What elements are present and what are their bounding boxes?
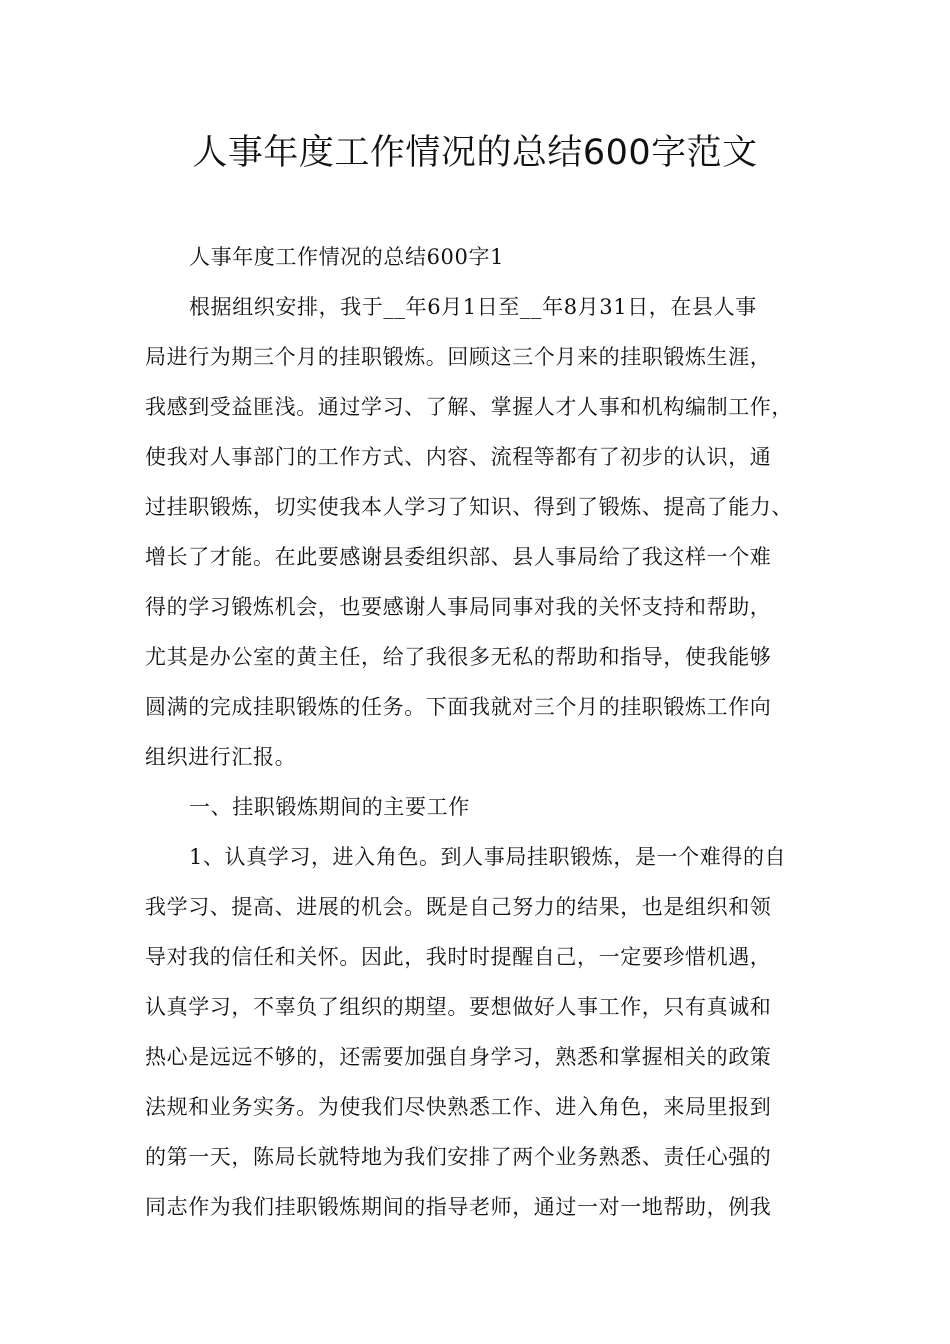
- paragraph-line: 法规和业务实务。为使我们尽快熟悉工作、进入角色，来局里报到: [145, 1095, 772, 1119]
- paragraph-line: 认真学习，不辜负了组织的期望。要想做好人事工作，只有真诚和: [145, 995, 772, 1019]
- paragraph-line: 我学习、提高、进展的机会。既是自己努力的结果，也是组织和领: [145, 895, 772, 919]
- section-heading: 一、挂职锻炼期间的主要工作: [189, 795, 470, 819]
- paragraph-line: 热心是远远不够的，还需要加强自身学习，熟悉和掌握相关的政策: [145, 1045, 772, 1069]
- paragraph-line: 过挂职锻炼，切实使我本人学习了知识、得到了锻炼、提高了能力、: [145, 495, 793, 519]
- paragraph-line: 我感到受益匪浅。通过学习、了解、掌握人才人事和机构编制工作，: [145, 395, 793, 419]
- paragraph-line: 局进行为期三个月的挂职锻炼。回顾这三个月来的挂职锻炼生涯，: [145, 345, 772, 369]
- paragraph-line: 增长了才能。在此要感谢县委组织部、县人事局给了我这样一个难: [145, 545, 772, 569]
- paragraph-line: 根据组织安排，我于__年6月1日至__年8月31日，在县人事: [189, 295, 757, 319]
- paragraph-line: 同志作为我们挂职锻炼期间的指导老师，通过一对一地帮助，例我: [145, 1195, 772, 1219]
- section-heading: 人事年度工作情况的总结600字1: [189, 245, 505, 269]
- paragraph-line: 使我对人事部门的工作方式、内容、流程等都有了初步的认识，通: [145, 445, 772, 469]
- paragraph-line: 得的学习锻炼机会，也要感谢人事局同事对我的关怀支持和帮助，: [145, 595, 772, 619]
- paragraph-line: 1、认真学习，进入角色。到人事局挂职锻炼，是一个难得的自: [189, 845, 787, 869]
- paragraph-line: 的第一天，陈局长就特地为我们安排了两个业务熟悉、责任心强的: [145, 1145, 772, 1169]
- paragraph-line: 导对我的信任和关怀。因此，我时时提醒自己，一定要珍惜机遇，: [145, 945, 772, 969]
- paragraph-line: 组织进行汇报。: [145, 745, 297, 769]
- document-body: [145, 232, 845, 1232]
- document-title: 人事年度工作情况的总结600字范文: [192, 133, 758, 173]
- paragraph-line: 尤其是办公室的黄主任，给了我很多无私的帮助和指导，使我能够: [145, 645, 772, 669]
- paragraph-line: 圆满的完成挂职锻炼的任务。下面我就对三个月的挂职锻炼工作向: [145, 695, 772, 719]
